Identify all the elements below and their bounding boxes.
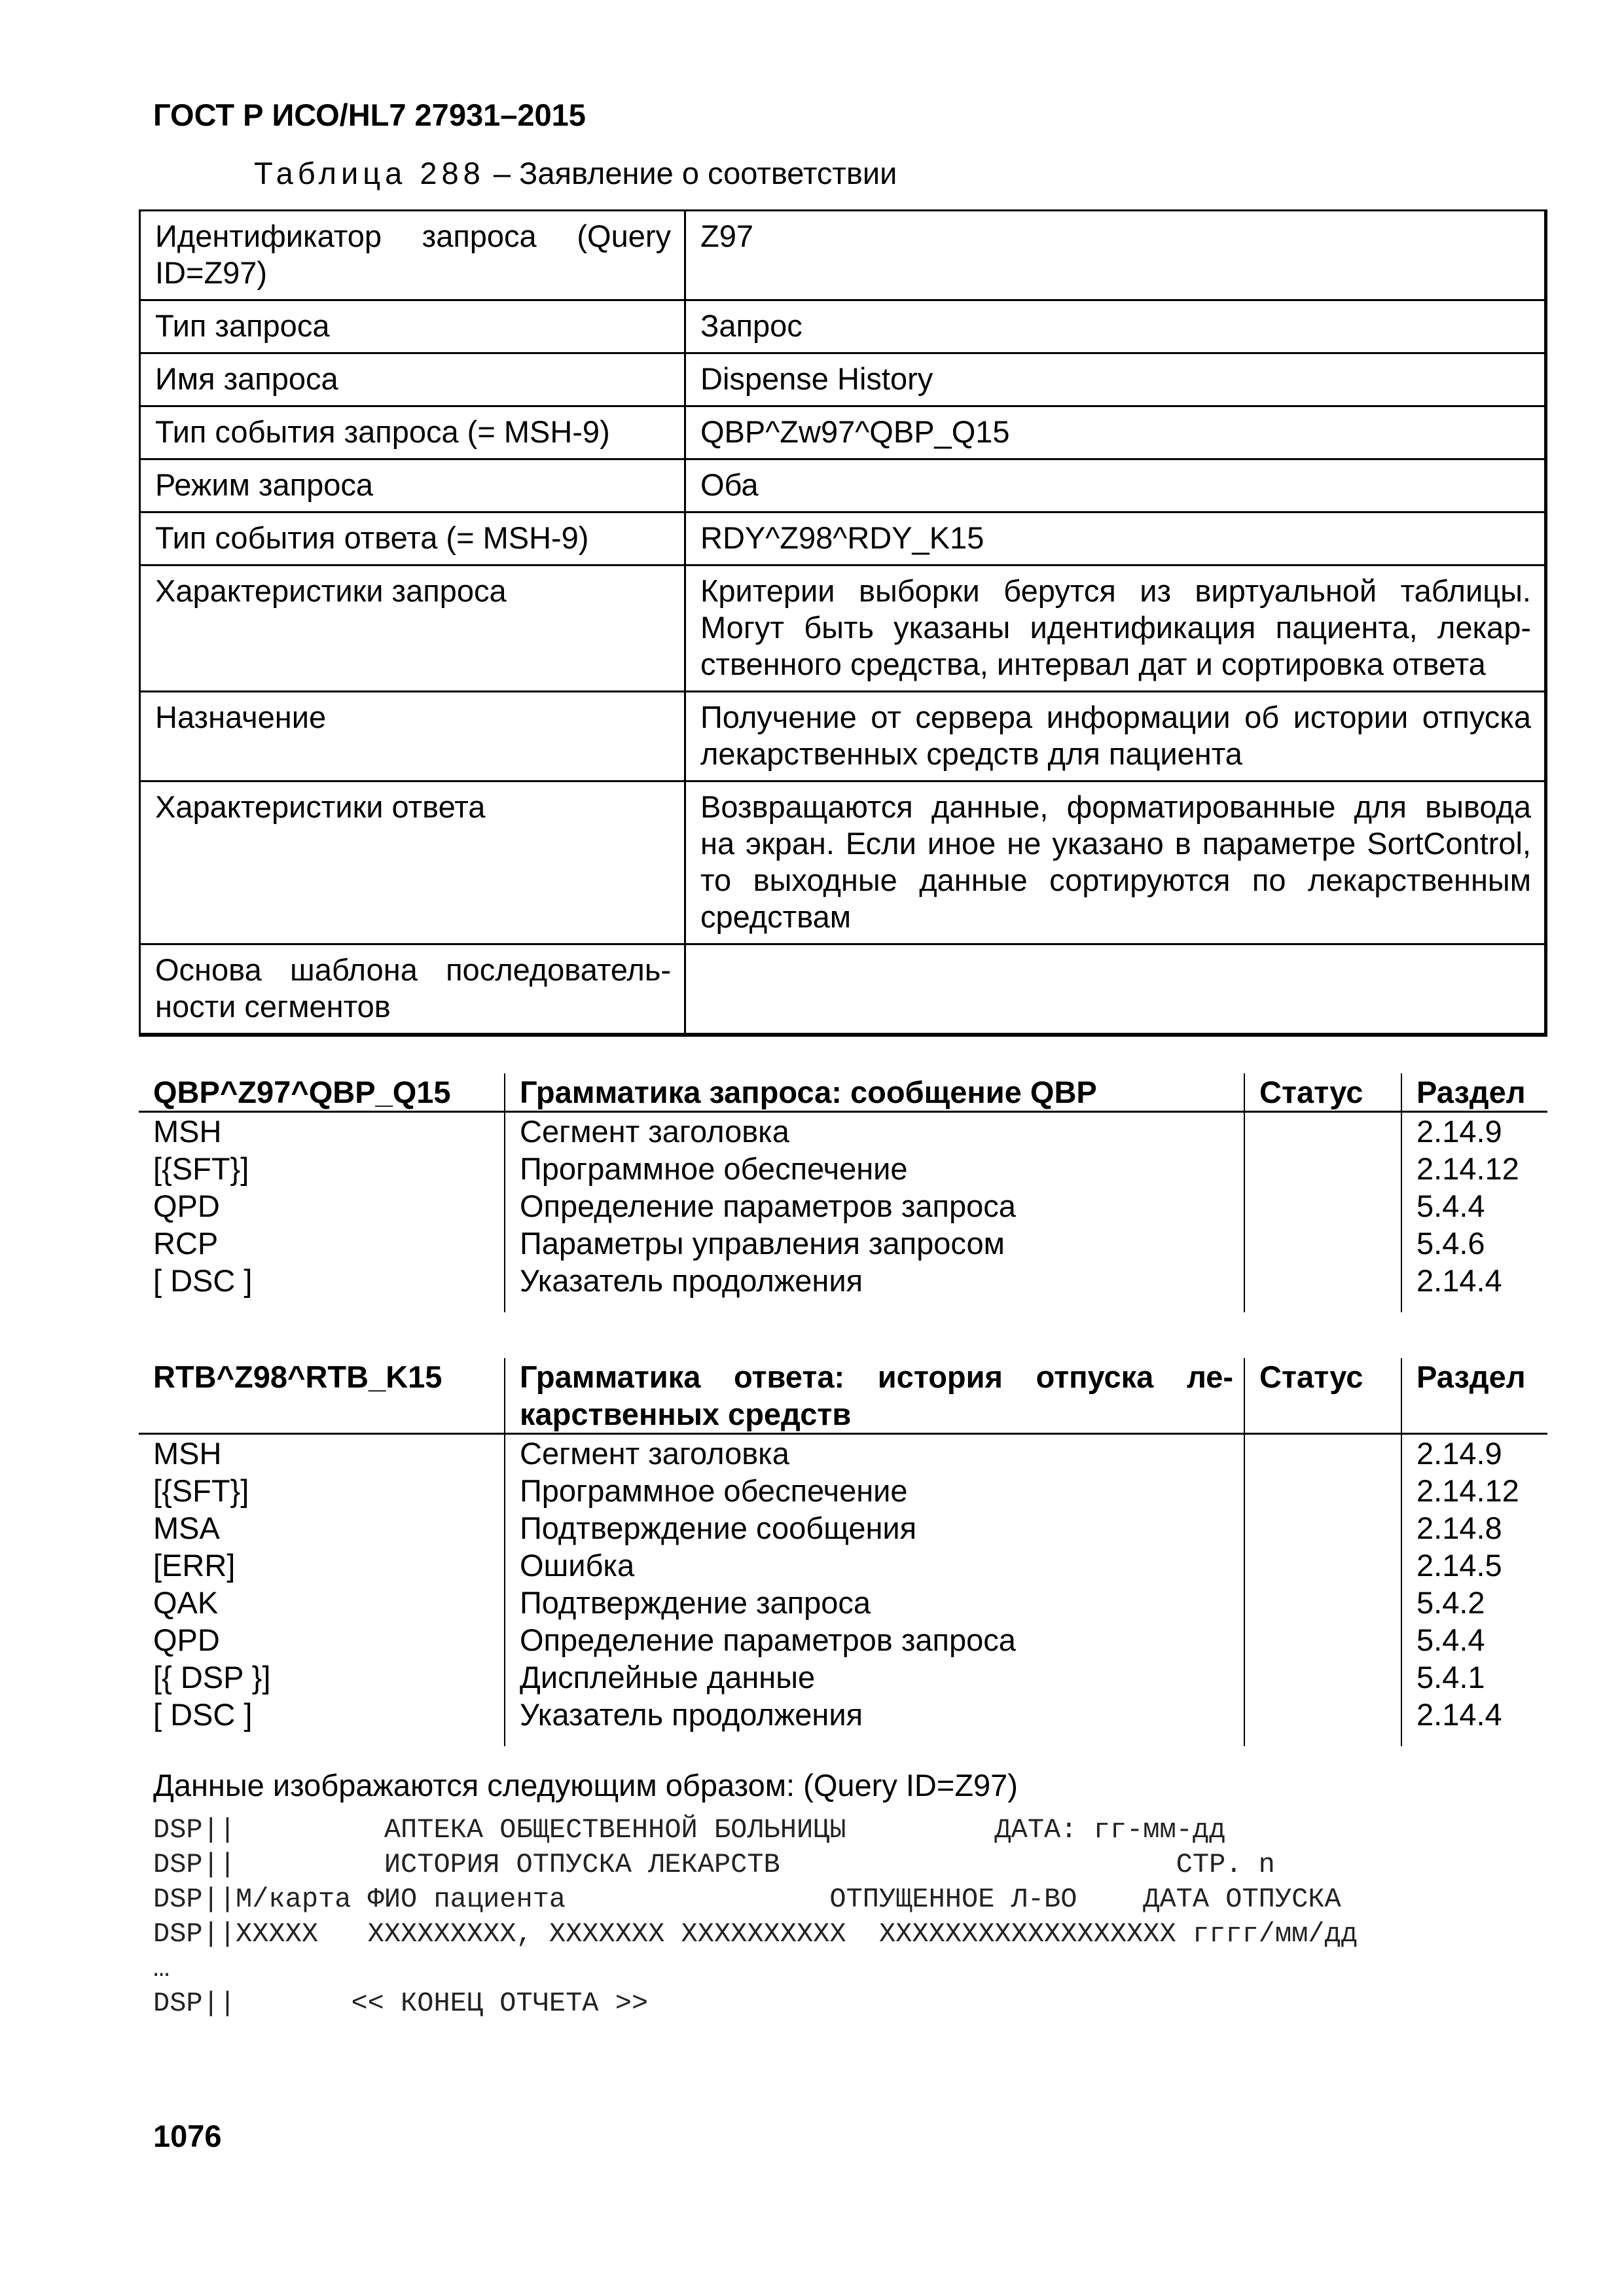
statement-row bbox=[140, 944, 1546, 1035]
grammar-row bbox=[139, 1659, 1547, 1696]
segment-code: MSA bbox=[153, 1511, 220, 1545]
grammar-header-row bbox=[139, 1073, 1547, 1112]
segment-status bbox=[1244, 1262, 1401, 1299]
statement-key: Тип события ответа (= MSH-9) bbox=[140, 512, 685, 565]
segment-status bbox=[1244, 1696, 1401, 1733]
segment-description: Указатель продолжения bbox=[505, 1696, 1244, 1733]
table-caption bbox=[254, 155, 897, 191]
spacer-cell bbox=[1401, 1299, 1547, 1312]
grammar-row bbox=[139, 1150, 1547, 1187]
statement-value: QBP^Zw97^QBP_Q15 bbox=[685, 406, 1546, 459]
segment-description: Параметры управления запросом bbox=[505, 1225, 1244, 1262]
display-output bbox=[153, 1813, 1358, 2021]
segment-description: Указатель продолжения bbox=[505, 1262, 1244, 1299]
grammar-row bbox=[139, 1112, 1547, 1151]
statement-key: Основа шаблона последовательности сегментов bbox=[140, 944, 685, 1035]
segment-status bbox=[1244, 1621, 1401, 1659]
segment-section: 5.4.1 bbox=[1401, 1659, 1547, 1696]
segment-code: QPD bbox=[153, 1189, 220, 1223]
segment-description: Программное обеспечение bbox=[505, 1472, 1244, 1509]
statement-key: Назначение bbox=[140, 692, 685, 781]
grammar-row bbox=[139, 1187, 1547, 1225]
segment-section: 5.4.4 bbox=[1401, 1187, 1547, 1225]
grammar-row bbox=[139, 1225, 1547, 1262]
grammar-header-section: Раздел bbox=[1401, 1073, 1547, 1112]
segment-description: Сегмент заголовка bbox=[505, 1434, 1244, 1473]
segment-code: [ DSC ] bbox=[153, 1697, 253, 1732]
segment-section: 2.14.12 bbox=[1401, 1472, 1547, 1509]
segment-section: 2.14.9 bbox=[1401, 1112, 1547, 1151]
statement-value: Запрос bbox=[685, 300, 1546, 353]
segment-section: 2.14.4 bbox=[1401, 1696, 1547, 1733]
grammar-row bbox=[139, 1262, 1547, 1299]
grammar-header-status: Статус bbox=[1244, 1358, 1401, 1434]
spacer-cell bbox=[505, 1299, 1244, 1312]
segment-description: Подтверждение запроса bbox=[505, 1584, 1244, 1621]
grammar-header-message: RTB^Z98^RTB_K15 bbox=[139, 1358, 505, 1434]
statement-value: Dispense History bbox=[685, 353, 1546, 406]
statement-row bbox=[140, 459, 1546, 512]
grammar-row bbox=[139, 1621, 1547, 1659]
segment-section: 5.4.4 bbox=[1401, 1621, 1547, 1659]
segment-description: Определение параметров запроса bbox=[505, 1621, 1244, 1659]
segment-description: Сегмент заголовка bbox=[505, 1112, 1244, 1151]
statement-row bbox=[140, 211, 1546, 300]
grammar-header-description: Грамматика ответа: история отпуска лекарственных средств bbox=[505, 1358, 1244, 1434]
statement-row bbox=[140, 353, 1546, 406]
segment-status bbox=[1244, 1659, 1401, 1696]
segment-description: Подтверждение сообщения bbox=[505, 1509, 1244, 1547]
table-caption-title: Заявление о соответствии bbox=[519, 156, 897, 190]
segment-code: [{ DSP }] bbox=[153, 1660, 271, 1695]
statement-key: Характеристики ответа bbox=[140, 781, 685, 944]
statement-value: Критерии выборки берутся из виртуальной таблицы. Могут быть указаны идентификация пациента, лекарственного средства, интервал дат и сортировка ответа bbox=[685, 565, 1546, 692]
statement-row bbox=[140, 565, 1546, 692]
segment-section: 2.14.8 bbox=[1401, 1509, 1547, 1547]
display-line: DSP||М/карта ФИО пациента ОТПУЩЕННОЕ Л-ВО ДАТА ОТПУСКА bbox=[153, 1884, 1341, 1915]
display-line: DSP||XXXXX XXXXXXXXX, XXXXXXX XXXXXXXXXX XXXXXXXXXXXXXXXXXX гггг/мм/дд bbox=[153, 1918, 1358, 1950]
statement-value: Оба bbox=[685, 459, 1546, 512]
segment-status bbox=[1244, 1150, 1401, 1187]
grammar-row bbox=[139, 1584, 1547, 1621]
statement-value: Возвращаются данные, форматированные для вывода на экран. Если иное не указано в параметре SortControl, то выходные данные сортируются по лекарственным средствам bbox=[685, 781, 1546, 944]
statement-key: Идентификатор запроса (Query ID=Z97) bbox=[140, 211, 685, 300]
spacer-cell bbox=[1401, 1733, 1547, 1746]
conformance-statement-table bbox=[139, 209, 1547, 1037]
statement-row bbox=[140, 781, 1546, 944]
grammar-row bbox=[139, 1472, 1547, 1509]
segment-code: [ DSC ] bbox=[153, 1263, 253, 1298]
grammar-header-description: Грамматика запроса: сообщение QBP bbox=[505, 1073, 1244, 1112]
table-caption-dash: – bbox=[493, 156, 511, 190]
segment-status bbox=[1244, 1472, 1401, 1509]
grammar-row bbox=[139, 1434, 1547, 1473]
segment-code: [{SFT}] bbox=[153, 1473, 249, 1508]
statement-row bbox=[140, 692, 1546, 781]
statement-row bbox=[140, 512, 1546, 565]
segment-code: QAK bbox=[153, 1585, 219, 1620]
segment-section: 5.4.2 bbox=[1401, 1584, 1547, 1621]
statement-key: Режим запроса bbox=[140, 459, 685, 512]
segment-description: Программное обеспечение bbox=[505, 1150, 1244, 1187]
response-grammar-table bbox=[139, 1358, 1547, 1746]
segment-status bbox=[1244, 1187, 1401, 1225]
statement-value bbox=[685, 944, 1546, 1035]
segment-code: RCP bbox=[153, 1226, 219, 1261]
segment-section: 2.14.12 bbox=[1401, 1150, 1547, 1187]
display-intro: Данные изображаются следующим образом: (Query ID=Z97) bbox=[153, 1768, 1018, 1803]
query-grammar-table bbox=[139, 1073, 1547, 1312]
spacer-cell bbox=[139, 1299, 505, 1312]
statement-value: Получение от сервера информации об истории отпуска лекарственных средств для пациента bbox=[685, 692, 1546, 781]
spacer-cell bbox=[505, 1733, 1244, 1746]
segment-status bbox=[1244, 1112, 1401, 1151]
segment-description: Определение параметров запроса bbox=[505, 1187, 1244, 1225]
statement-key: Имя запроса bbox=[140, 353, 685, 406]
grammar-spacer-row bbox=[139, 1299, 1547, 1312]
statement-key: Тип запроса bbox=[140, 300, 685, 353]
grammar-row bbox=[139, 1547, 1547, 1584]
segment-description: Дисплейные данные bbox=[505, 1659, 1244, 1696]
spacer-cell bbox=[1244, 1299, 1401, 1312]
statement-value: RDY^Z98^RDY_K15 bbox=[685, 512, 1546, 565]
table-caption-label: Таблица 288 bbox=[254, 156, 485, 190]
grammar-header-row bbox=[139, 1358, 1547, 1434]
statement-key: Характеристики запроса bbox=[140, 565, 685, 692]
segment-section: 2.14.5 bbox=[1401, 1547, 1547, 1584]
grammar-header-section: Раздел bbox=[1401, 1358, 1547, 1434]
statement-row bbox=[140, 300, 1546, 353]
grammar-row bbox=[139, 1696, 1547, 1733]
grammar-row bbox=[139, 1509, 1547, 1547]
spacer-cell bbox=[1244, 1733, 1401, 1746]
document-header: ГОСТ Р ИСО/HL7 27931–2015 bbox=[153, 98, 586, 132]
segment-code: [{SFT}] bbox=[153, 1151, 249, 1186]
grammar-header-status: Статус bbox=[1244, 1073, 1401, 1112]
segment-code: [ERR] bbox=[153, 1548, 236, 1583]
segment-section: 5.4.6 bbox=[1401, 1225, 1547, 1262]
grammar-spacer-row bbox=[139, 1733, 1547, 1746]
statement-key: Тип события запроса (= MSH-9) bbox=[140, 406, 685, 459]
segment-code: MSH bbox=[153, 1114, 222, 1149]
display-line: DSP|| АПТЕКА ОБЩЕСТВЕННОЙ БОЛЬНИЦЫ ДАТА: гг-мм-дд bbox=[153, 1814, 1226, 1846]
segment-description: Ошибка bbox=[505, 1547, 1244, 1584]
segment-status bbox=[1244, 1509, 1401, 1547]
segment-code: QPD bbox=[153, 1623, 220, 1657]
statement-value: Z97 bbox=[685, 211, 1546, 300]
display-line: DSP|| << КОНЕЦ ОТЧЕТА >> bbox=[153, 1988, 649, 2019]
segment-status bbox=[1244, 1547, 1401, 1584]
segment-status bbox=[1244, 1225, 1401, 1262]
segment-section: 2.14.4 bbox=[1401, 1262, 1547, 1299]
segment-status bbox=[1244, 1434, 1401, 1473]
display-line: DSP|| ИСТОРИЯ ОТПУСКА ЛЕКАРСТВ СТР. n bbox=[153, 1849, 1275, 1880]
segment-section: 2.14.9 bbox=[1401, 1434, 1547, 1473]
segment-status bbox=[1244, 1584, 1401, 1621]
grammar-header-message: QBP^Z97^QBP_Q15 bbox=[139, 1073, 505, 1112]
statement-row bbox=[140, 406, 1546, 459]
page-number: 1076 bbox=[153, 2119, 222, 2153]
segment-code: MSH bbox=[153, 1436, 222, 1471]
display-ellipsis: … bbox=[153, 1953, 170, 1984]
spacer-cell bbox=[139, 1733, 505, 1746]
